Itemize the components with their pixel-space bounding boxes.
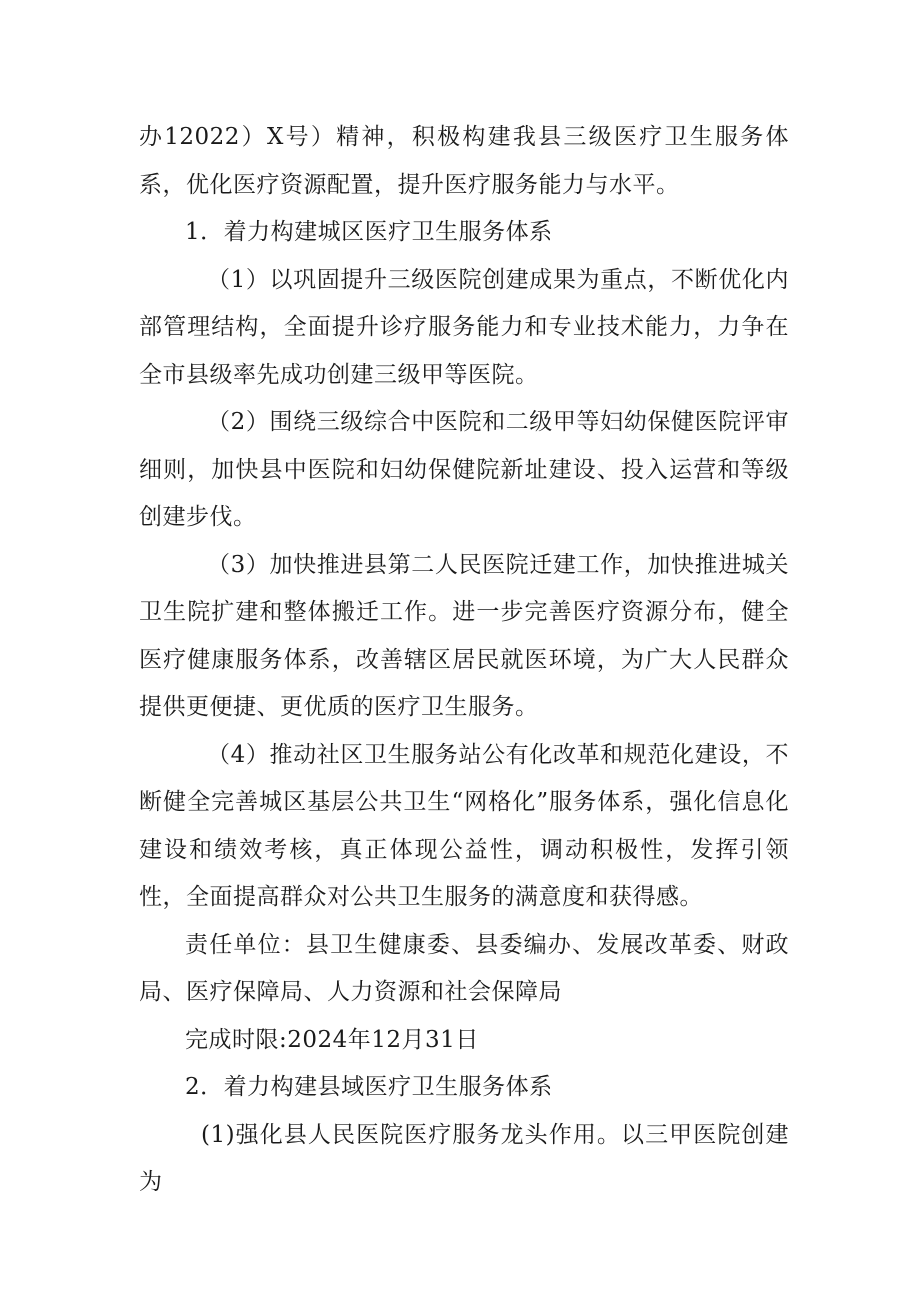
paragraph-item-1-1: （1）以巩固提升三级医院创建成果为重点，不断优化内部管理结构，全面提升诊疗服务能力和专业技术能力，力争在全市县级率先成功创建三级甲等医院。	[139, 266, 789, 388]
responsible-units: 责任单位：县卫生健康委、县委编办、发展改革委、财政局、医疗保障局、人力资源和社会保障局	[139, 931, 789, 1005]
section-heading-2: 2．着力构建县域医疗卫生服务体系	[185, 1074, 553, 1100]
paragraph-item-1-2: （2）围绕三级综合中医院和二级甲等妇幼保健医院评审细则，加快县中医院和妇幼保健院新址建设、投入运营和等级创建步伐。	[139, 409, 789, 530]
paragraph-item-1-4: （4）推动社区卫生服务站公有化改革和规范化建设，不断健全完善城区基层公共卫生“网格化”服务体系，强化信息化建设和绩效考核，真正体现公益性，调动积极性，发挥引领性，全面提高群众对公共卫生服务的满意度和获得感。	[139, 741, 789, 910]
paragraph-item-2-1: (1)强化县人民医院医疗服务龙头作用。以三甲医院创建为	[139, 1121, 789, 1195]
deadline: 完成时限:2024年12月31日	[185, 1026, 479, 1053]
paragraph-item-1-3: （3）加快推进县第二人民医院迁建工作，加快推进城关卫生院扩建和整体搬迁工作。进一步完善医疗资源分布，健全医疗健康服务体系，改善辖区居民就医环境，为广大人民群众提供更便捷、更优质的医疗卫生服务。	[139, 551, 789, 720]
document-body	[139, 114, 789, 1207]
section-heading-1: 1．着力构建城区医疗卫生服务体系	[185, 219, 553, 245]
paragraph-continuation: 办12022）X号）精神，积极构建我县三级医疗卫生服务体系，优化医疗资源配置，提升医疗服务能力与水平。	[139, 124, 789, 198]
